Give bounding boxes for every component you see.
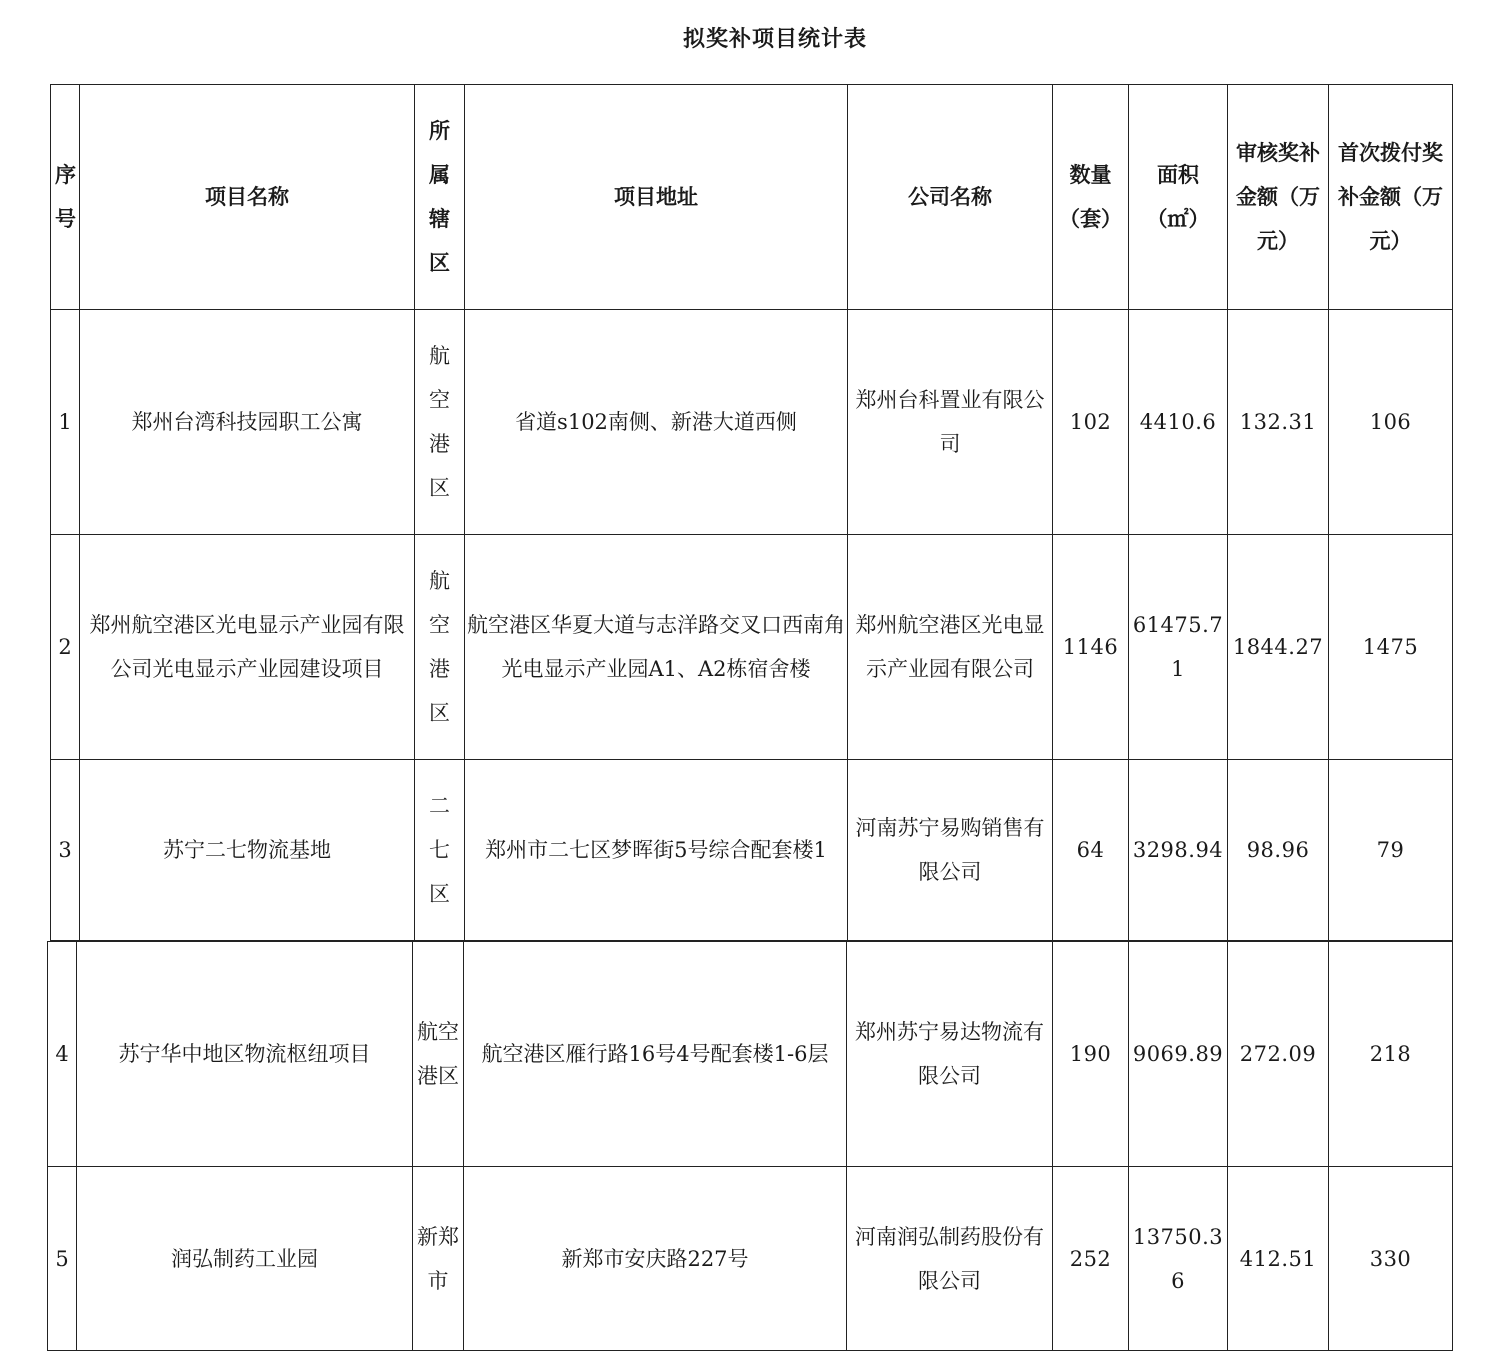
cell-approved: 98.96: [1228, 760, 1329, 941]
cell-area: 3298.94: [1129, 760, 1228, 941]
header-area: 面积（㎡）: [1129, 85, 1228, 310]
table-row: [51, 760, 1453, 941]
cell-company: 郑州苏宁易达物流有限公司: [847, 942, 1053, 1167]
cell-name: 郑州航空港区光电显示产业园有限公司光电显示产业园建设项目: [80, 535, 415, 760]
cell-approved: 1844.27: [1228, 535, 1329, 760]
cell-first-paid: 1475: [1329, 535, 1453, 760]
cell-area: 61475.71: [1129, 535, 1228, 760]
project-table-upper: [50, 84, 1453, 941]
cell-address: 新郑市安庆路227号: [464, 1167, 847, 1351]
header-seq: 序号: [51, 85, 80, 310]
cell-quantity: 252: [1053, 1167, 1129, 1351]
cell-district: 航空港区: [415, 310, 465, 535]
header-quantity: 数量（套）: [1053, 85, 1129, 310]
header-address: 项目地址: [465, 85, 848, 310]
cell-first-paid: 79: [1329, 760, 1453, 941]
cell-address: 航空港区雁行路16号4号配套楼1-6层: [464, 942, 847, 1167]
cell-district: 新郑市: [413, 1167, 464, 1351]
cell-approved: 412.51: [1228, 1167, 1329, 1351]
cell-approved: 272.09: [1228, 942, 1329, 1167]
project-table-lower: [47, 941, 1453, 1351]
cell-company: 河南润弘制药股份有限公司: [847, 1167, 1053, 1351]
cell-area: 9069.89: [1129, 942, 1228, 1167]
cell-name: 苏宁二七物流基地: [80, 760, 415, 941]
cell-area: 13750.36: [1129, 1167, 1228, 1351]
header-company: 公司名称: [848, 85, 1053, 310]
cell-address: 航空港区华夏大道与志洋路交叉口西南角光电显示产业园A1、A2栋宿舍楼: [465, 535, 848, 760]
cell-first-paid: 218: [1329, 942, 1453, 1167]
header-district: 所属辖区: [415, 85, 465, 310]
cell-seq: 1: [51, 310, 80, 535]
cell-address: 省道s102南侧、新港大道西侧: [465, 310, 848, 535]
cell-company: 郑州台科置业有限公司: [848, 310, 1053, 535]
cell-quantity: 64: [1053, 760, 1129, 941]
cell-company: 河南苏宁易购销售有限公司: [848, 760, 1053, 941]
cell-district: 航空港区: [415, 535, 465, 760]
cell-seq: 5: [48, 1167, 77, 1351]
cell-quantity: 190: [1053, 942, 1129, 1167]
cell-approved: 132.31: [1228, 310, 1329, 535]
cell-seq: 2: [51, 535, 80, 760]
cell-company: 郑州航空港区光电显示产业园有限公司: [848, 535, 1053, 760]
table-header-row: [51, 85, 1453, 310]
header-name: 项目名称: [80, 85, 415, 310]
page-title: 拟奖补项目统计表: [682, 27, 867, 52]
cell-first-paid: 106: [1329, 310, 1453, 535]
header-approved: 审核奖补金额（万元）: [1228, 85, 1329, 310]
table-row: [51, 535, 1453, 760]
cell-first-paid: 330: [1329, 1167, 1453, 1351]
cell-district: 二七区: [415, 760, 465, 941]
cell-district: 航空港区: [413, 942, 464, 1167]
header-first-paid: 首次拨付奖补金额（万元）: [1329, 85, 1453, 310]
cell-name: 郑州台湾科技园职工公寓: [80, 310, 415, 535]
table-row: [48, 1167, 1453, 1351]
cell-seq: 3: [51, 760, 80, 941]
cell-area: 4410.6: [1129, 310, 1228, 535]
cell-name: 润弘制药工业园: [77, 1167, 413, 1351]
table-row: [48, 942, 1453, 1167]
cell-seq: 4: [48, 942, 77, 1167]
cell-name: 苏宁华中地区物流枢纽项目: [77, 942, 413, 1167]
table-row: [51, 310, 1453, 535]
cell-address: 郑州市二七区梦晖街5号综合配套楼1: [465, 760, 848, 941]
cell-quantity: 1146: [1053, 535, 1129, 760]
cell-quantity: 102: [1053, 310, 1129, 535]
